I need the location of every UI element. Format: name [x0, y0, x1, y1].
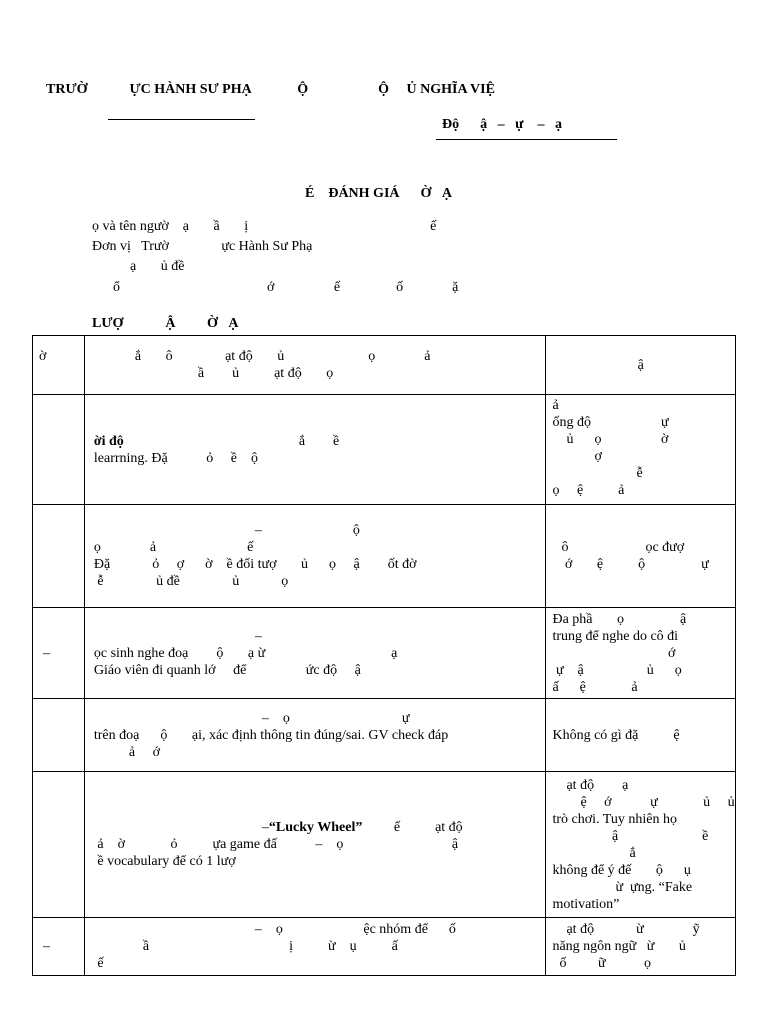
table-row [33, 395, 736, 505]
school-header: TRƯỜ ỰC HÀNH SƯ PHẠ Ộ Ộ Ủ NGHĨA VIỆ [46, 82, 495, 97]
header-underline-left [108, 119, 255, 120]
row-activity: – ộ ọ ả ế Đặ ỏ ợ ờ ề đối tượ ủ ọ ậ ốt đờ ễ ủ đề ủ ọ [84, 505, 546, 608]
row-activity-game-name: “Lucky Wheel” [268, 820, 363, 835]
info-unit: Đơn vị Trườ ực Hành Sư Phạ [92, 239, 313, 254]
table-row [33, 699, 736, 772]
motto-underline [436, 139, 617, 140]
table-row [33, 505, 736, 608]
section-title: LƯỢ Ậ Ờ Ạ [92, 316, 239, 331]
row-activity: – ọ ự trên đoạ ộ ại, xác định thông tin đúng/sai. GV check đáp ả ớ [84, 699, 546, 772]
row-activity [84, 395, 546, 505]
row-time [33, 505, 85, 608]
row-time: – [33, 608, 85, 699]
row-comment: Đa phầ ọ ậ trung để nghe do cô đi ớ ự ậ ủ ọ ấ ệ ả [546, 608, 736, 699]
info-topic: ạ ủ đề [130, 259, 185, 274]
observation-table [32, 335, 736, 976]
row-activity [84, 772, 546, 918]
table-row [33, 772, 736, 918]
row-comment: Không có gì đặ ệ [546, 699, 736, 772]
row-activity-prefix: – [93, 820, 269, 835]
row-activity: – ọ ệc nhóm để ố ầ ị ừ ụ ấ ế [84, 918, 546, 976]
row-time [33, 772, 85, 918]
row-activity-bold: ời độ [93, 433, 124, 449]
row-activity: – ọc sinh nghe đoạ ộ ạ ừ ạ Giáo viên đi quanh lớ để ức độ ậ [84, 608, 546, 699]
header-comment: ậ [546, 336, 736, 395]
table-header-row [33, 336, 736, 395]
row-activity-text: ắ ề learrning. Đặ ỏ ề ộ [93, 433, 340, 466]
table-row [33, 918, 736, 976]
table-row [33, 608, 736, 699]
row-time: – [33, 918, 85, 976]
row-activity-suffix: ế ạt độ [362, 820, 463, 835]
row-activity-text: ả ờ ỏ ựa game đấ – ọ ậ ề vocabulary để có 1 lượ [97, 837, 459, 869]
row-comment: ạt độ ạ ệ ớ ự ủ ủ trò chơi. Tuy nhiên họ ậ ề ắ không để ý đế ộ ụ ừ ựng. “Fake motivation” [546, 772, 736, 918]
info-teacher-name: ọ và tên ngườ ạ ầ ị ế [92, 219, 437, 234]
row-comment: ô ọc đượ ớ ệ ộ ự [546, 505, 736, 608]
header-time: ờ [33, 336, 85, 395]
info-schedule: ổ ớ ế ố ặ [113, 280, 459, 295]
motto: Độ ậ – ự – ạ [442, 117, 563, 132]
row-comment: ả ống độ ự ủ ọ ờ ợ ễ ọ ệ ả [546, 395, 736, 505]
row-comment: ạt độ ừ ỹ năng ngôn ngữ ừ ủ ố ữ ọ [546, 918, 736, 976]
page-title: É ĐÁNH GIÁ Ờ Ạ [305, 186, 453, 201]
row-time [33, 699, 85, 772]
header-activity: ắ ô ạt độ ủ ọ ả ầ ủ ạt độ ọ [84, 336, 546, 395]
row-time [33, 395, 85, 505]
